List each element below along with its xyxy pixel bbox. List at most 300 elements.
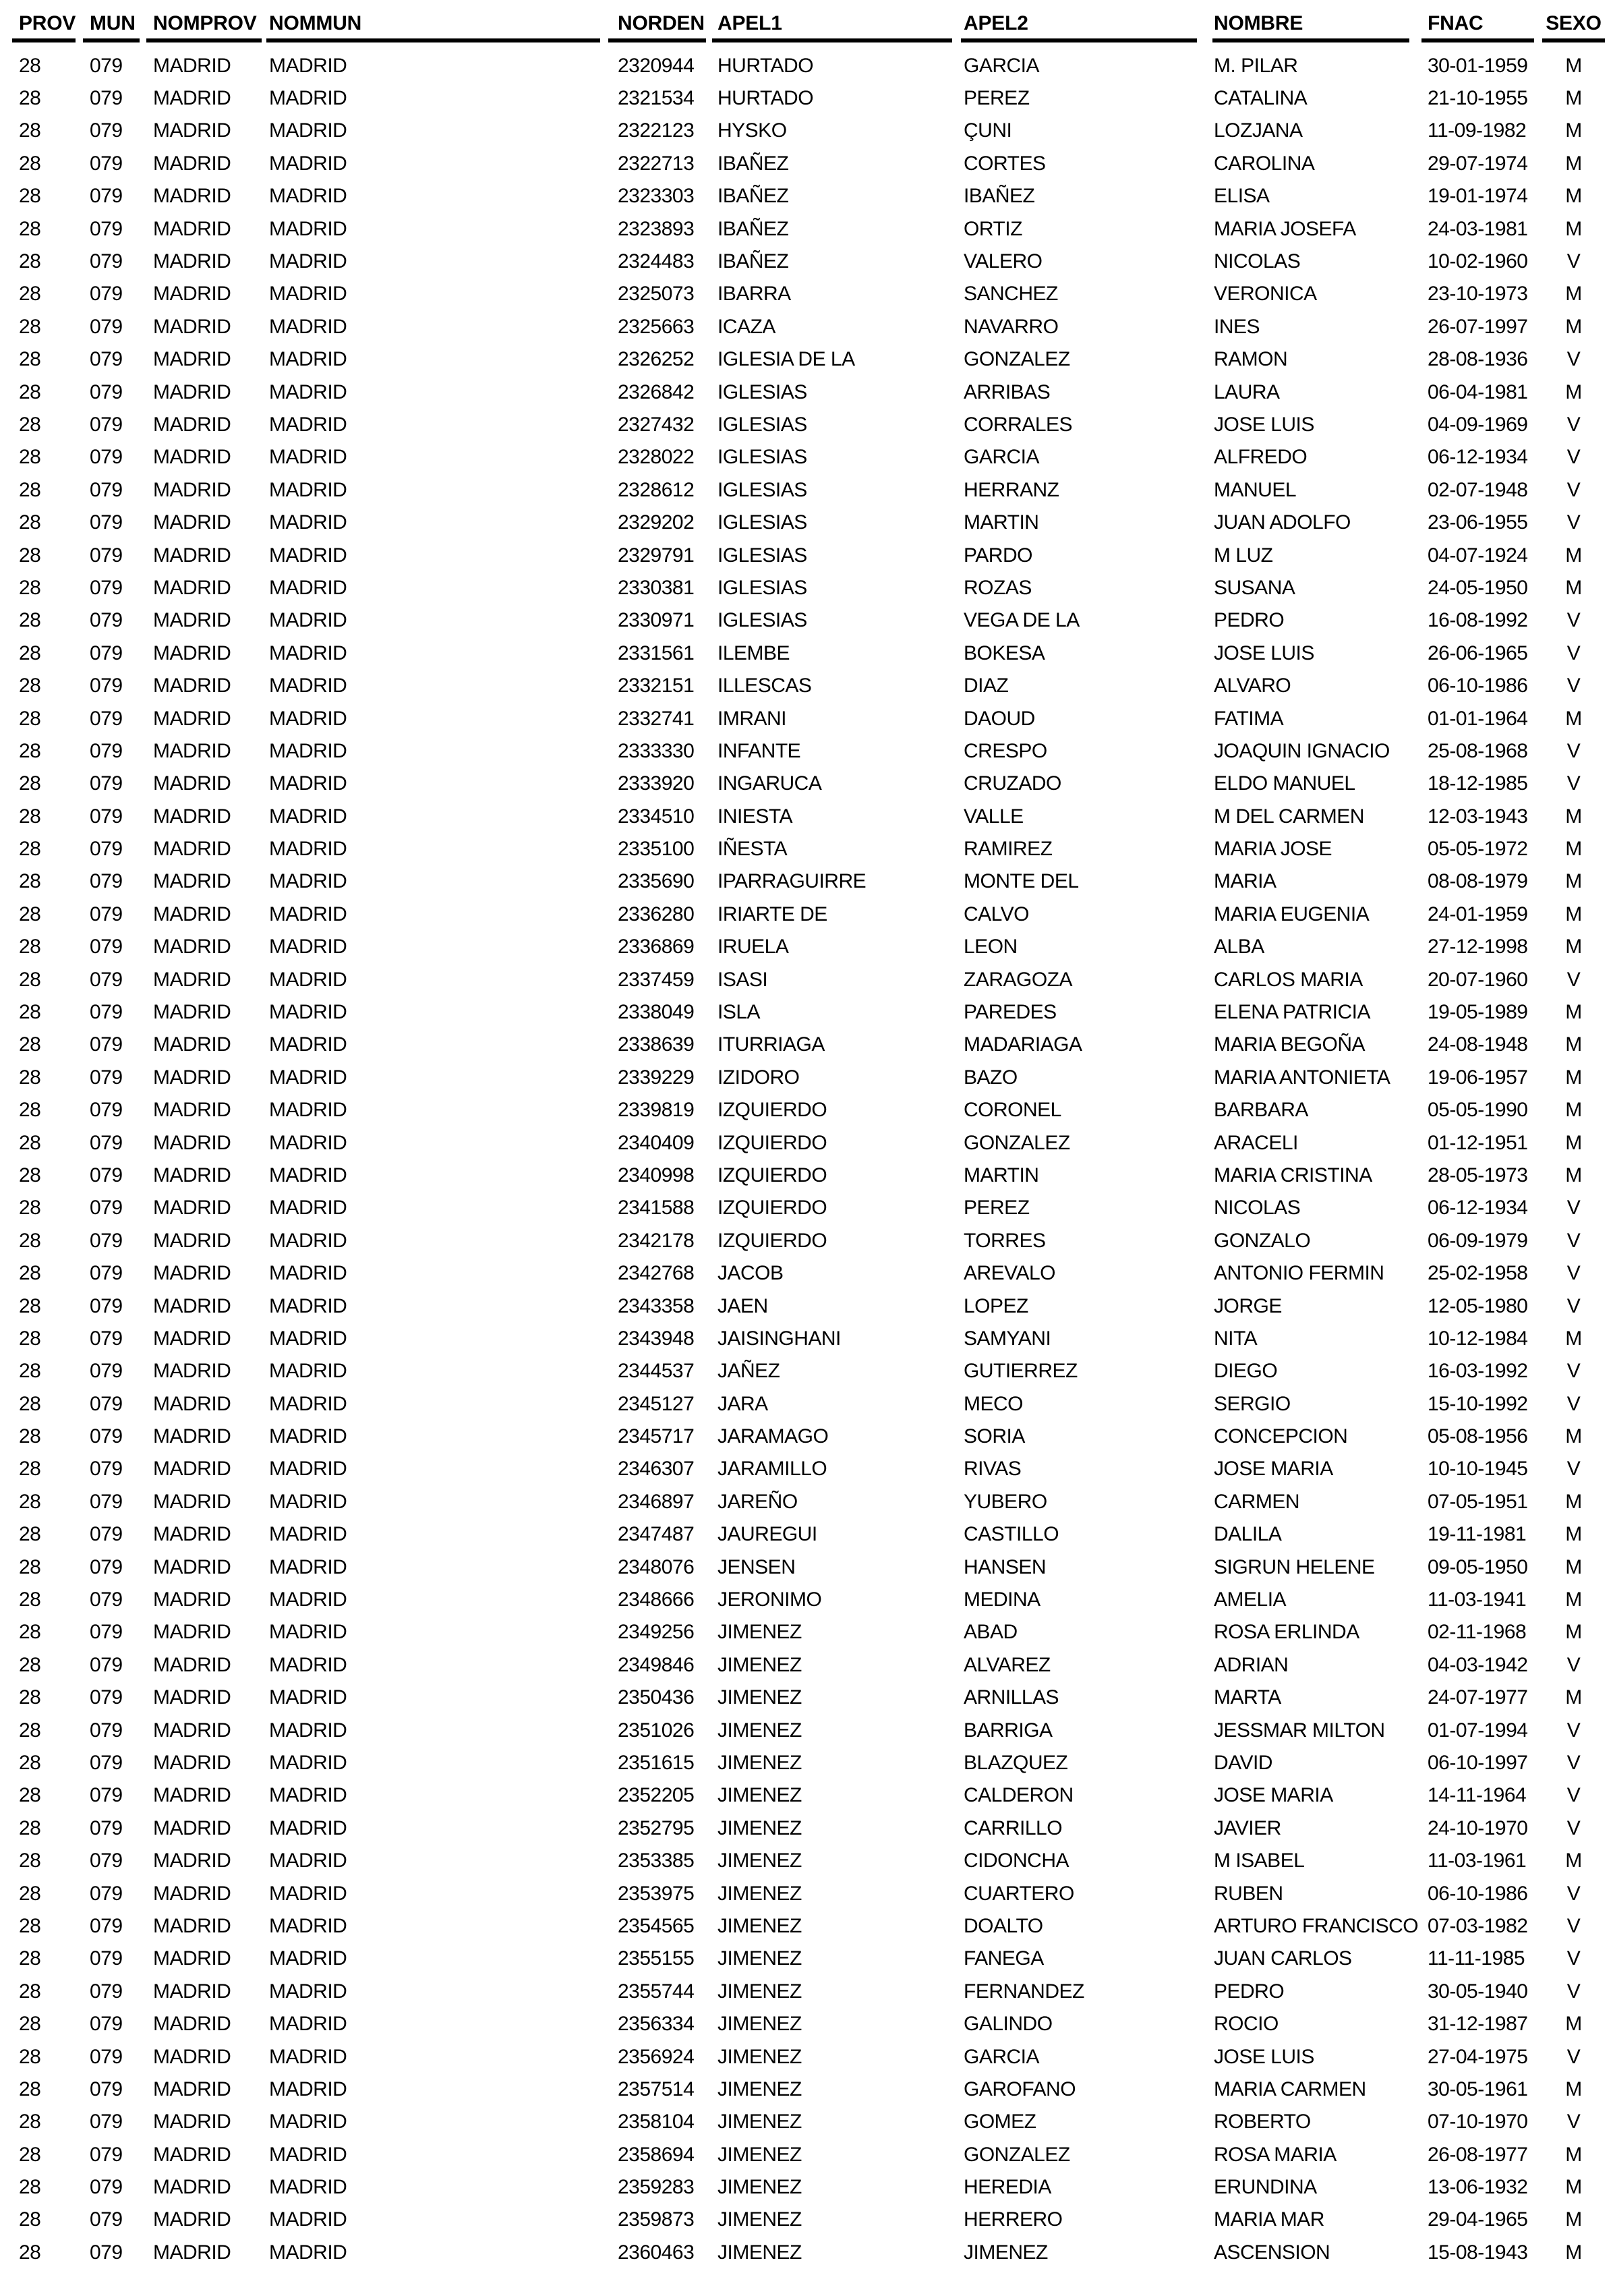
cell-nombre: MARIA JOSE [1214,838,1332,861]
cell-nommun: MADRID [269,1980,347,2003]
cell-apel1: JIMENEZ [717,2013,802,2036]
cell-fnac: 24-10-1970 [1428,1816,1528,1839]
cell-sexo: M [1565,2208,1582,2231]
table-row [0,1159,1613,1192]
cell-apel2: PARDO [964,544,1032,567]
cell-mun: 079 [90,87,123,110]
cell-nombre: LAURA [1214,380,1280,403]
cell-nombre: ALBA [1214,936,1264,958]
cell-mun: 079 [90,1947,123,1970]
cell-sexo: V [1566,641,1581,664]
cell-sexo: M [1565,2013,1582,2036]
cell-apel2: GAROFANO [964,2077,1076,2100]
table-row [0,1845,1613,1877]
table-row [0,1290,1613,1323]
cell-nombre: CONCEPCION [1214,1425,1348,1448]
cell-prov: 28 [19,2241,41,2264]
cell-nommun: MADRID [269,1425,347,1448]
cell-apel1: JIMENEZ [717,2176,802,2199]
cell-norden: 2343948 [618,1327,695,1350]
cell-nombre: SERGIO [1214,1392,1291,1415]
cell-apel1: INGARUCA [717,772,822,795]
cell-mun: 079 [90,1425,123,1448]
cell-sexo: M [1565,1555,1582,1578]
cell-prov: 28 [19,1197,41,1219]
cell-mun: 079 [90,1849,123,1872]
cell-mun: 079 [90,870,123,893]
cell-nommun: MADRID [269,838,347,861]
cell-fnac: 07-05-1951 [1428,1490,1528,1513]
cell-apel1: IBAÑEZ [717,250,789,273]
cell-fnac: 24-05-1950 [1428,576,1528,599]
table-row [0,1257,1613,1290]
cell-nomprov: MADRID [153,478,231,501]
cell-apel2: CORTES [964,152,1046,175]
cell-mun: 079 [90,1262,123,1285]
cell-nomprov: MADRID [153,1066,231,1089]
cell-fnac: 28-08-1936 [1428,348,1528,371]
cell-norden: 2345127 [618,1392,695,1415]
cell-apel1: JIMENEZ [717,1686,802,1709]
cell-fnac: 06-10-1986 [1428,675,1528,697]
cell-apel1: IGLESIAS [717,380,807,403]
cell-nombre: MARIA [1214,870,1277,893]
cell-apel2: GALINDO [964,2013,1053,2036]
cell-norden: 2336280 [618,902,695,925]
table-row [0,50,1613,82]
cell-nombre: RAMON [1214,348,1288,371]
cell-nomprov: MADRID [153,119,231,142]
cell-prov: 28 [19,1033,41,1056]
table-row [0,572,1613,604]
cell-apel2: ZARAGOZA [964,968,1073,991]
cell-sexo: M [1565,1588,1582,1611]
cell-sexo: V [1566,739,1581,762]
cell-fnac: 06-12-1934 [1428,1197,1528,1219]
cell-mun: 079 [90,413,123,436]
cell-apel2: GUTIERREZ [964,1360,1078,1383]
cell-apel1: HURTADO [717,54,814,77]
cell-mun: 079 [90,805,123,828]
cell-nommun: MADRID [269,2111,347,2133]
table-row [0,1943,1613,1975]
cell-nommun: MADRID [269,675,347,697]
cell-norden: 2335100 [618,838,695,861]
cell-apel1: JACOB [717,1262,784,1285]
table-row [0,82,1613,115]
cell-mun: 079 [90,1294,123,1317]
cell-norden: 2353975 [618,1882,695,1905]
cell-sexo: V [1566,1392,1581,1415]
cell-mun: 079 [90,2045,123,2068]
cell-nommun: MADRID [269,119,347,142]
cell-apel1: IGLESIAS [717,511,807,534]
cell-nombre: ROSA ERLINDA [1214,1621,1359,1644]
cell-nombre: JOSE LUIS [1214,641,1314,664]
cell-norden: 2329791 [618,544,695,567]
cell-mun: 079 [90,1914,123,1937]
cell-nomprov: MADRID [153,2143,231,2166]
cell-fnac: 24-08-1948 [1428,1033,1528,1056]
cell-apel2: AREVALO [964,1262,1055,1285]
cell-norden: 2327432 [618,413,695,436]
cell-apel2: VEGA DE LA [964,609,1080,632]
table-row [0,1192,1613,1224]
table-row [0,1779,1613,1812]
cell-nombre: CATALINA [1214,87,1308,110]
cell-prov: 28 [19,1784,41,1807]
cell-prov: 28 [19,838,41,861]
cell-nommun: MADRID [269,250,347,273]
cell-norden: 2332151 [618,675,695,697]
table-row [0,1420,1613,1453]
cell-apel2: HEREDIA [964,2176,1051,2199]
cell-apel2: JIMENEZ [964,2241,1048,2264]
cell-norden: 2322123 [618,119,695,142]
cell-nombre: ELDO MANUEL [1214,772,1355,795]
cell-nomprov: MADRID [153,1882,231,1905]
cell-prov: 28 [19,772,41,795]
cell-apel2: CORRALES [964,413,1073,436]
cell-prov: 28 [19,739,41,762]
cell-apel2: SORIA [964,1425,1025,1448]
cell-fnac: 20-07-1960 [1428,968,1528,991]
cell-nomprov: MADRID [153,1523,231,1546]
cell-apel2: LOPEZ [964,1294,1028,1317]
cell-nombre: MARIA BEGOÑA [1214,1033,1366,1056]
cell-fnac: 10-10-1945 [1428,1458,1528,1481]
cell-nomprov: MADRID [153,1752,231,1774]
cell-apel1: JIMENEZ [717,2241,802,2264]
cell-apel2: MECO [964,1392,1023,1415]
cell-nommun: MADRID [269,805,347,828]
table-row [0,1616,1613,1648]
cell-fnac: 25-08-1968 [1428,739,1528,762]
cell-mun: 079 [90,1621,123,1644]
column-header-norden [608,0,712,42]
cell-apel2: BARRIGA [964,1719,1053,1742]
cell-fnac: 15-08-1943 [1428,2241,1528,2264]
cell-apel2: DOALTO [964,1914,1043,1937]
table-row [0,833,1613,865]
cell-prov: 28 [19,1229,41,1252]
cell-nommun: MADRID [269,478,347,501]
cell-apel2: HERRERO [964,2208,1063,2231]
cell-fnac: 24-03-1981 [1428,217,1528,240]
cell-prov: 28 [19,805,41,828]
table-row [0,180,1613,212]
cell-prov: 28 [19,544,41,567]
cell-nomprov: MADRID [153,1131,231,1154]
cell-nombre: ERUNDINA [1214,2176,1317,2199]
cell-sexo: M [1565,2176,1582,2199]
cell-sexo: V [1566,1653,1581,1676]
cell-apel2: CALDERON [964,1784,1074,1807]
cell-apel1: JERONIMO [717,1588,822,1611]
cell-sexo: V [1566,413,1581,436]
cell-mun: 079 [90,348,123,371]
cell-sexo: M [1565,1621,1582,1644]
cell-mun: 079 [90,1490,123,1513]
cell-mun: 079 [90,1229,123,1252]
cell-nombre: MARIA JOSEFA [1214,217,1356,240]
cell-prov: 28 [19,446,41,469]
cell-nommun: MADRID [269,1914,347,1937]
cell-sexo: M [1565,1425,1582,1448]
cell-nombre: ROCIO [1214,2013,1279,2036]
cell-sexo: M [1565,1164,1582,1186]
column-header-sexo [1542,0,1605,42]
cell-nomprov: MADRID [153,380,231,403]
table-row [0,311,1613,343]
cell-sexo: M [1565,1490,1582,1513]
cell-mun: 079 [90,315,123,338]
cell-norden: 2346307 [618,1458,695,1481]
cell-sexo: V [1566,1229,1581,1252]
cell-apel2: CRUZADO [964,772,1061,795]
cell-fnac: 06-09-1979 [1428,1229,1528,1252]
cell-norden: 2356924 [618,2045,695,2068]
cell-nombre: ARTURO FRANCISCO [1214,1914,1419,1937]
table-row [0,1453,1613,1485]
cell-apel1: IGLESIAS [717,413,807,436]
cell-nombre: MANUEL [1214,478,1297,501]
cell-norden: 2338639 [618,1033,695,1056]
cell-apel1: IBAÑEZ [717,152,789,175]
cell-apel2: CASTILLO [964,1523,1059,1546]
cell-nommun: MADRID [269,1752,347,1774]
cell-norden: 2325663 [618,315,695,338]
cell-mun: 079 [90,675,123,697]
cell-nomprov: MADRID [153,609,231,632]
cell-apel1: JAÑEZ [717,1360,780,1383]
cell-prov: 28 [19,675,41,697]
cell-mun: 079 [90,152,123,175]
cell-mun: 079 [90,1653,123,1676]
cell-norden: 2326842 [618,380,695,403]
cell-prov: 28 [19,1588,41,1611]
cell-apel1: IÑESTA [717,838,788,861]
cell-nommun: MADRID [269,1719,347,1742]
cell-fnac: 19-06-1957 [1428,1066,1528,1089]
cell-norden: 2353385 [618,1849,695,1872]
cell-norden: 2337459 [618,968,695,991]
cell-apel1: JIMENEZ [717,1849,802,1872]
table-row [0,213,1613,246]
cell-fnac: 30-05-1940 [1428,1980,1528,2003]
cell-mun: 079 [90,250,123,273]
cell-sexo: M [1565,283,1582,306]
cell-mun: 079 [90,739,123,762]
cell-norden: 2332741 [618,707,695,730]
cell-mun: 079 [90,1784,123,1807]
cell-nomprov: MADRID [153,1164,231,1186]
table-row [0,2106,1613,2138]
cell-prov: 28 [19,2176,41,2199]
cell-sexo: M [1565,1327,1582,1350]
table-row [0,1355,1613,1387]
cell-norden: 2330971 [618,609,695,632]
cell-nomprov: MADRID [153,772,231,795]
cell-nommun: MADRID [269,54,347,77]
cell-norden: 2349256 [618,1621,695,1644]
cell-nomprov: MADRID [153,446,231,469]
cell-fnac: 11-09-1982 [1428,119,1527,142]
cell-nomprov: MADRID [153,315,231,338]
table-header-row [0,0,1613,42]
cell-prov: 28 [19,1816,41,1839]
cell-prov: 28 [19,1621,41,1644]
cell-nombre: DAVID [1214,1752,1272,1774]
cell-nommun: MADRID [269,1882,347,1905]
cell-mun: 079 [90,511,123,534]
column-header-label: FNAC [1428,12,1484,34]
cell-nomprov: MADRID [153,870,231,893]
cell-nombre: PEDRO [1214,609,1285,632]
cell-norden: 2348076 [618,1555,695,1578]
cell-sexo: V [1566,1294,1581,1317]
cell-nomprov: MADRID [153,152,231,175]
table-row [0,768,1613,800]
cell-mun: 079 [90,185,123,208]
cell-sexo: M [1565,1686,1582,1709]
cell-fnac: 24-01-1959 [1428,902,1528,925]
cell-apel1: JARAMILLO [717,1458,827,1481]
cell-nommun: MADRID [269,152,347,175]
table-row [0,1715,1613,1747]
cell-nomprov: MADRID [153,675,231,697]
cell-apel2: ORTIZ [964,217,1022,240]
column-header-label: PROV [19,12,76,34]
cell-nomprov: MADRID [153,1001,231,1024]
table-row [0,670,1613,702]
cell-fnac: 30-01-1959 [1428,54,1528,77]
cell-sexo: V [1566,675,1581,697]
cell-nomprov: MADRID [153,1686,231,1709]
cell-prov: 28 [19,217,41,240]
cell-norden: 2339229 [618,1066,695,1089]
cell-nomprov: MADRID [153,1033,231,1056]
cell-fnac: 05-05-1990 [1428,1099,1528,1122]
cell-sexo: M [1565,544,1582,567]
table-row [0,2171,1613,2204]
cell-norden: 2355744 [618,1980,695,2003]
cell-fnac: 31-12-1987 [1428,2013,1528,2036]
cell-sexo: V [1566,446,1581,469]
cell-apel2: ABAD [964,1621,1018,1644]
cell-mun: 079 [90,1752,123,1774]
cell-mun: 079 [90,380,123,403]
cell-nommun: MADRID [269,2077,347,2100]
cell-nomprov: MADRID [153,1294,231,1317]
cell-sexo: V [1566,1947,1581,1970]
cell-sexo: V [1566,1784,1581,1807]
cell-apel1: IZQUIERDO [717,1099,827,1122]
table-row [0,115,1613,147]
table-row [0,1812,1613,1845]
cell-fnac: 02-07-1948 [1428,478,1528,501]
cell-nommun: MADRID [269,2045,347,2068]
cell-nommun: MADRID [269,1816,347,1839]
cell-apel1: JIMENEZ [717,1719,802,1742]
cell-mun: 079 [90,902,123,925]
cell-prov: 28 [19,1980,41,2003]
header-underline [608,38,706,42]
cell-norden: 2357514 [618,2077,695,2100]
cell-nombre: CAROLINA [1214,152,1315,175]
cell-nombre: JUAN ADOLFO [1214,511,1351,534]
cell-norden: 2323893 [618,217,695,240]
cell-nommun: MADRID [269,1458,347,1481]
cell-nomprov: MADRID [153,968,231,991]
cell-norden: 2328612 [618,478,695,501]
cell-prov: 28 [19,152,41,175]
cell-nombre: ARACELI [1214,1131,1298,1154]
cell-apel1: HYSKO [717,119,787,142]
cell-apel2: PEREZ [964,87,1030,110]
cell-nombre: SUSANA [1214,576,1295,599]
cell-fnac: 27-04-1975 [1428,2045,1528,2068]
cell-sexo: V [1566,1816,1581,1839]
cell-apel2: CALVO [964,902,1029,925]
cell-sexo: V [1566,1980,1581,2003]
cell-prov: 28 [19,283,41,306]
cell-apel1: IZQUIERDO [717,1229,827,1252]
cell-norden: 2325073 [618,283,695,306]
cell-prov: 28 [19,1555,41,1578]
cell-norden: 2346897 [618,1490,695,1513]
column-header-fnac [1421,0,1542,42]
cell-fnac: 10-02-1960 [1428,250,1528,273]
cell-prov: 28 [19,2143,41,2166]
cell-apel2: CRESPO [964,739,1047,762]
cell-norden: 2348666 [618,1588,695,1611]
cell-prov: 28 [19,1882,41,1905]
cell-nombre: MARIA CARMEN [1214,2077,1366,2100]
cell-mun: 079 [90,838,123,861]
cell-nombre: MARIA MAR [1214,2208,1324,2231]
cell-fnac: 04-07-1924 [1428,544,1528,567]
cell-mun: 079 [90,54,123,77]
cell-nomprov: MADRID [153,1914,231,1937]
cell-sexo: M [1565,315,1582,338]
cell-nombre: ROBERTO [1214,2111,1311,2133]
table-row [0,637,1613,670]
cell-apel1: ILEMBE [717,641,790,664]
cell-sexo: M [1565,2077,1582,2100]
column-header-nomprov [146,0,266,42]
cell-nombre: CARLOS MARIA [1214,968,1363,991]
cell-sexo: M [1565,54,1582,77]
cell-sexo: V [1566,1262,1581,1285]
cell-sexo: M [1565,1523,1582,1546]
cell-prov: 28 [19,2045,41,2068]
cell-fnac: 23-06-1955 [1428,511,1528,534]
cell-fnac: 26-06-1965 [1428,641,1528,664]
column-header-nommun [266,0,608,42]
cell-apel2: FANEGA [964,1947,1044,1970]
table-row [0,2237,1613,2269]
cell-prov: 28 [19,1294,41,1317]
cell-nombre: BARBARA [1214,1099,1308,1122]
cell-prov: 28 [19,1653,41,1676]
cell-nombre: LOZJANA [1214,119,1303,142]
cell-prov: 28 [19,119,41,142]
cell-fnac: 07-03-1982 [1428,1914,1528,1937]
cell-mun: 079 [90,1719,123,1742]
cell-apel2: MARTIN [964,511,1039,534]
cell-nommun: MADRID [269,1066,347,1089]
